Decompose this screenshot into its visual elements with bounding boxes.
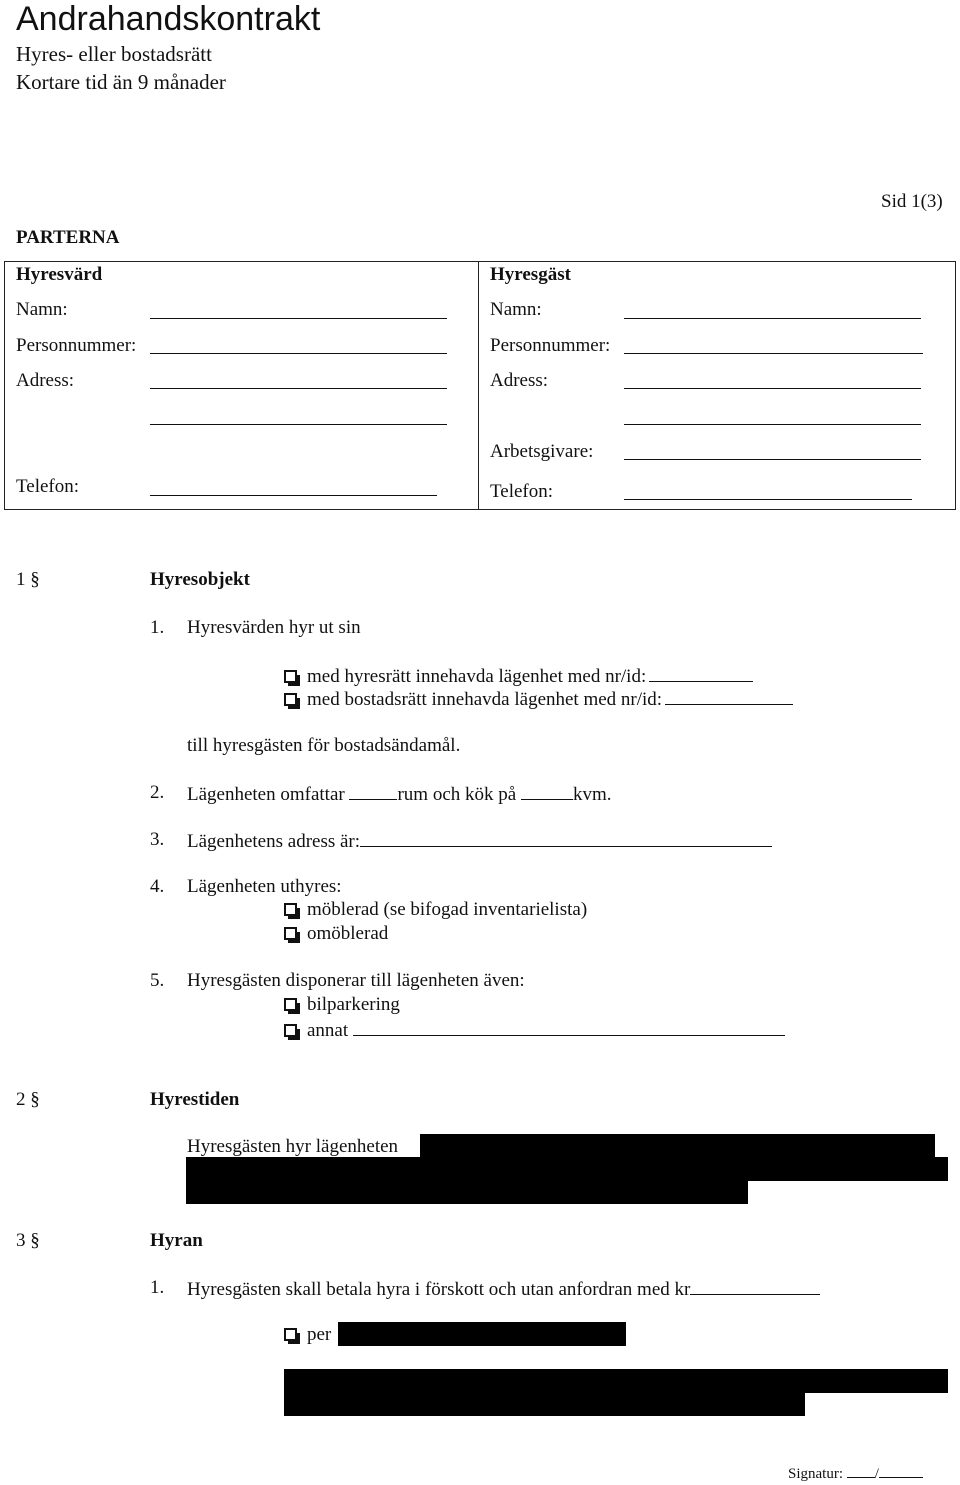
section-sign: § bbox=[30, 1089, 40, 1110]
rent-label: Hyresgästen skall betala hyra i förskott och utan anfordran med kr bbox=[187, 1279, 691, 1300]
section-1-number: 1 § bbox=[16, 569, 40, 590]
checkbox-icon[interactable] bbox=[284, 1328, 297, 1341]
page-number: Sid 1(3) bbox=[881, 191, 943, 212]
section-3-heading: Hyran bbox=[150, 1230, 203, 1251]
apartment-size-line bbox=[187, 782, 612, 806]
condo-id-field[interactable] bbox=[665, 687, 793, 705]
checkbox-icon[interactable] bbox=[284, 903, 297, 916]
rooms-label: Lägenheten omfattar bbox=[187, 784, 345, 805]
option-label: per bbox=[307, 1324, 332, 1345]
section-1-heading: Hyresobjekt bbox=[150, 569, 250, 590]
checkbox-icon[interactable] bbox=[284, 693, 297, 706]
checkbox-icon[interactable] bbox=[284, 1024, 297, 1037]
landlord-pnr-field[interactable] bbox=[150, 353, 447, 354]
tenant-pnr-field[interactable] bbox=[624, 353, 923, 354]
parties-divider bbox=[478, 261, 479, 510]
extras-label: Hyresgästen disponerar till lägenheten även: bbox=[187, 970, 525, 991]
signature-line bbox=[788, 1464, 923, 1483]
item-number: 5. bbox=[150, 970, 165, 991]
item-number: 1. bbox=[150, 1277, 165, 1298]
option-label: med bostadsrätt innehavda lägenhet med nr/id: bbox=[307, 689, 663, 710]
tenant-phone-label: Telefon: bbox=[490, 481, 554, 502]
landlord-pnr-label: Personnummer: bbox=[16, 335, 137, 356]
purpose-text: till hyresgästen för bostadsändamål. bbox=[187, 735, 461, 756]
tenant-address-label: Adress: bbox=[490, 370, 549, 391]
document-subtitle-duration: Kortare tid än 9 månader bbox=[16, 70, 226, 94]
option-label: med hyresrätt innehavda lägenhet med nr/id: bbox=[307, 666, 647, 687]
rental-period-text: Hyresgästen hyr lägenheten bbox=[187, 1136, 399, 1157]
section-2-number: 2 § bbox=[16, 1089, 40, 1110]
redaction-bar bbox=[186, 1157, 948, 1181]
other-field[interactable] bbox=[353, 1018, 785, 1036]
landlord-address-field-2[interactable] bbox=[150, 424, 447, 425]
option-other[interactable] bbox=[284, 1018, 785, 1042]
rent-amount-line bbox=[187, 1277, 820, 1301]
area-label: rum och kök på bbox=[397, 784, 517, 805]
redaction-bar bbox=[338, 1322, 626, 1346]
address-label: Lägenhetens adress är: bbox=[187, 831, 361, 852]
tenant-address-field[interactable] bbox=[624, 388, 921, 389]
option-label: möblerad (se bifogad inventarielista) bbox=[307, 899, 588, 920]
area-field[interactable] bbox=[521, 782, 573, 800]
apartment-address-field[interactable] bbox=[360, 829, 772, 847]
redaction-bar bbox=[420, 1134, 935, 1158]
landlord-name-field[interactable] bbox=[150, 318, 447, 319]
tenant-heading: Hyresgäst bbox=[490, 264, 571, 285]
signature-field-1[interactable] bbox=[847, 1464, 875, 1478]
tenant-name-label: Namn: bbox=[490, 299, 542, 320]
landlord-phone-label: Telefon: bbox=[16, 476, 80, 497]
option-condo-apartment[interactable] bbox=[284, 687, 793, 711]
option-unfurnished[interactable] bbox=[284, 923, 388, 945]
landlord-address-field[interactable] bbox=[150, 388, 447, 389]
section-parties-heading: PARTERNA bbox=[16, 227, 120, 248]
checkbox-icon[interactable] bbox=[284, 927, 297, 940]
document-title: Andrahandskontrakt bbox=[16, 0, 321, 38]
landlord-address-label: Adress: bbox=[16, 370, 75, 391]
checkbox-icon[interactable] bbox=[284, 998, 297, 1011]
item-number: 2. bbox=[150, 782, 165, 803]
tenant-address-field-2[interactable] bbox=[624, 424, 921, 425]
option-rental-apartment[interactable] bbox=[284, 664, 753, 688]
landlord-heading: Hyresvärd bbox=[16, 264, 103, 285]
document-subtitle: Hyres- eller bostadsrätt bbox=[16, 42, 212, 66]
tenant-employer-field[interactable] bbox=[624, 459, 921, 460]
option-label: bilparkering bbox=[307, 994, 400, 1015]
section-2-heading: Hyrestiden bbox=[150, 1089, 240, 1110]
item-text: Hyresvärden hyr ut sin bbox=[187, 617, 361, 638]
checkbox-icon[interactable] bbox=[284, 670, 297, 683]
rental-id-field[interactable] bbox=[649, 664, 753, 682]
option-label: omöblerad bbox=[307, 923, 389, 944]
option-parking[interactable] bbox=[284, 994, 400, 1016]
section-3-number: 3 § bbox=[16, 1230, 40, 1251]
item-number: 3. bbox=[150, 829, 165, 850]
signature-field-2[interactable] bbox=[879, 1464, 923, 1478]
section-sign: § bbox=[30, 1230, 40, 1251]
landlord-phone-field[interactable] bbox=[150, 495, 437, 496]
tenant-employer-label: Arbetsgivare: bbox=[490, 441, 594, 462]
item-number: 1. bbox=[150, 617, 165, 638]
signature-separator: / bbox=[874, 1466, 879, 1482]
redaction-bar bbox=[284, 1369, 948, 1393]
option-label: annat bbox=[307, 1020, 349, 1041]
option-furnished[interactable] bbox=[284, 899, 587, 921]
redaction-bar bbox=[186, 1180, 748, 1204]
area-unit: kvm. bbox=[572, 784, 612, 805]
landlord-name-label: Namn: bbox=[16, 299, 68, 320]
tenant-name-field[interactable] bbox=[624, 318, 921, 319]
address-line bbox=[187, 829, 772, 853]
furnishing-label: Lägenheten uthyres: bbox=[187, 876, 342, 897]
parties-table bbox=[4, 261, 956, 510]
item-number: 4. bbox=[150, 876, 165, 897]
rooms-field[interactable] bbox=[349, 782, 397, 800]
section-sign: § bbox=[30, 569, 40, 590]
tenant-phone-field[interactable] bbox=[624, 499, 912, 500]
tenant-pnr-label: Personnummer: bbox=[490, 335, 611, 356]
signature-label: Signatur: bbox=[788, 1466, 843, 1482]
redaction-bar bbox=[284, 1392, 805, 1416]
option-rent-per[interactable] bbox=[284, 1324, 331, 1346]
rent-amount-field[interactable] bbox=[690, 1277, 820, 1295]
